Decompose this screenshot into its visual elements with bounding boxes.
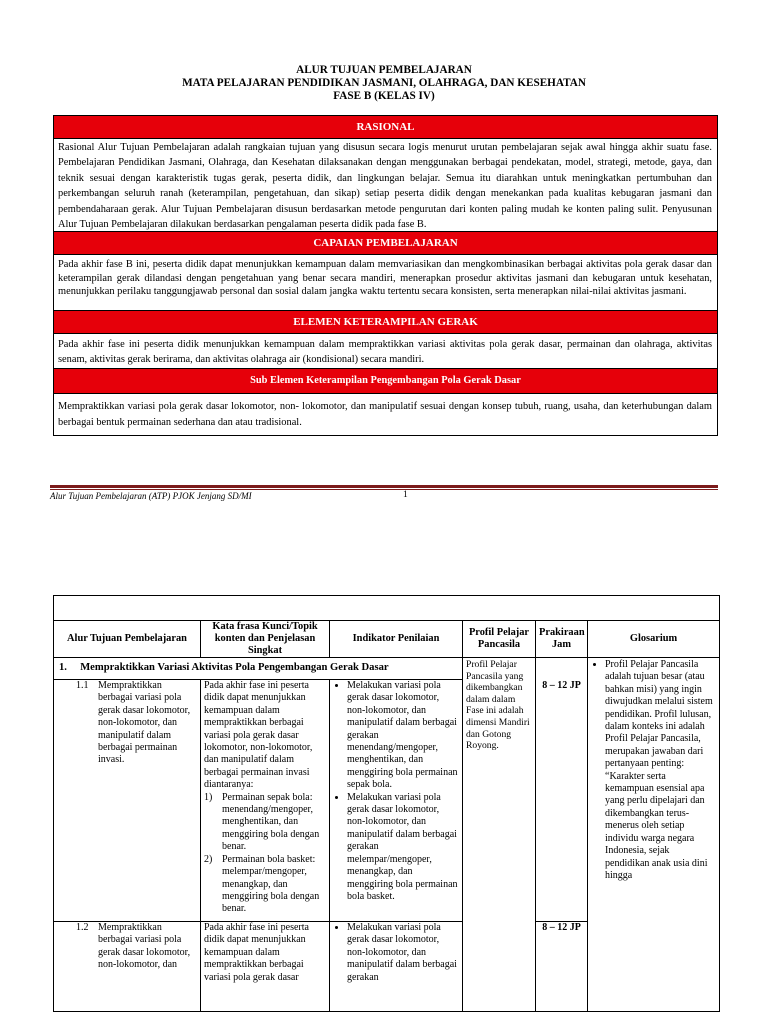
indikator-item: • Melakukan variasi pola gerak dasar lokomotor, non-lokomotor, dan manipulatif dalam berbagai gerakan bbox=[347, 922, 459, 984]
atp-table bbox=[53, 595, 720, 1012]
sub-elemen-text: Mempraktikkan variasi pola gerak dasar lokomotor, non- lokomotor, dan manipulatif sesuai dengan konsep tubuh, ruang, usaha, dan keterhubungan dalam berbagai bentuk permainan sederhana dan atau tradisional. bbox=[58, 401, 712, 428]
footer-rule-thin bbox=[50, 489, 718, 490]
capaian-text: Pada akhir fase B ini, peserta didik dapat menunjukkan kemampuan dalam memvariasikan dan mengkombinasikan berbagai aktivitas pola gerak dasar dan keterampilan gerak dilandasi dengan pengetahuan yang benar secara mandiri, menerapkan prosedur aktivitas jasmani dan kebugaran untuk kesehatan, menunjukkan perilaku tanggungjawab personal dan sosial dalam jangka waktu tertentu secara konsisten, serta menerapkan nilai-nilai aktivitas jasmani. bbox=[58, 259, 712, 298]
indikator-item: • Melakukan variasi pola gerak dasar lokomotor, non-lokomotor, dan manipulatif dalam berbagai gerakan melempar/mengoper, menangkap, dan menggiring bola permainan bola basket. bbox=[347, 792, 459, 904]
table-header-row bbox=[54, 621, 720, 658]
capaian-heading: CAPAIAN PEMBELAJARAN bbox=[53, 231, 718, 255]
header-kata-frasa: Kata frasa Kunci/Topik konten dan Penjelasan Singkat bbox=[201, 621, 330, 658]
page-number: 1 bbox=[403, 490, 408, 500]
elemen-heading: ELEMEN KETERAMPILAN GERAK bbox=[53, 310, 718, 334]
glosarium-cell bbox=[588, 658, 720, 1012]
jam-1-2: 8 – 12 JP bbox=[536, 922, 588, 1012]
kata-1-1-item: 1) Permainan sepak bola: menendang/mengoper, menghentikan, dan menggiring bola dengan benar. bbox=[204, 791, 320, 853]
atp-1-1-text: Mempraktikkan berbagai variasi pola gerak dasar lokomotor, non-lokomotor, dan manipulatif dalam berbagai permainan invasi. bbox=[98, 680, 191, 766]
atp-1-2-number: 1.2 bbox=[76, 922, 89, 933]
atp-1-2 bbox=[54, 922, 201, 1012]
rasional-text: Rasional Alur Tujuan Pembelajaran adalah rangkaian tujuan yang disusun secara logis menurut urutan pembelajaran sejak awal hingga akhir suatu fase. Pembelajaran Pendidikan Jasmani, Olahraga, dan Kesehatan dilaksanakan dengan menggunakan berbagai pendekatan, model, strategi, metode, gaya, dan teknik sesuai dengan karakteristik tugas gerak, peserta didik, dan lingkungan belajar. Semua itu diarahkan untuk meningkatkan pertumbuhan dan perkembangan seluruh ranah (keterampilan, pengetahuan, dan sikap) setiap peserta didik dengan menekankan pada kualitas kebugaran jasmani dan pembendaharaan gerak. Alur Tujuan Pembelajaran disusun berdasarkan metode pengurutan dari konten paling mudah ke konten paling sulit. Penyusunan Alur Tujuan Pembelajaran dilakukan berdasarkan pengalaman peserta didik pada fase B. bbox=[58, 142, 712, 231]
rasional-heading: RASIONAL bbox=[53, 115, 718, 139]
section-title: 1. Mempraktikkan Variasi Aktivitas Pola Pengembangan Gerak Dasar bbox=[54, 658, 463, 680]
kata-1-1-intro: Pada akhir fase ini peserta didik dapat menunjukkan kemampuan dalam mempraktikkan berbagai variasi pola gerak dasar lokomotor, non-lokomotor, dan manipulatif dalam berbagai permainan invasi diantaranya: bbox=[204, 680, 313, 791]
header-atp: Alur Tujuan Pembelajaran bbox=[54, 621, 201, 658]
kata-1-1 bbox=[201, 680, 330, 922]
kata-1-1-item: 2) Permainan bola basket: melempar/mengoper, menangkap, dan menggiring bola dengan benar. bbox=[204, 853, 320, 915]
header-jam: Prakiraan Jam bbox=[536, 621, 588, 658]
indikator-item: • Melakukan variasi pola gerak dasar lokomotor, non-lokomotor, dan manipulatif dalam berbagai gerakan menendang/mengoper, menghentikan, dan menggiring bola permainan sepak bola. bbox=[347, 680, 459, 792]
header-profil: Profil Pelajar Pancasila bbox=[463, 621, 536, 658]
footer-rule bbox=[50, 485, 718, 488]
jam-1-1: 8 – 12 JP bbox=[536, 680, 588, 922]
title-line-2: MATA PELAJARAN PENDIDIKAN JASMANI, OLAHRAGA, DAN KESEHATAN bbox=[182, 77, 586, 89]
section-row bbox=[54, 658, 720, 680]
footer-text: Alur Tujuan Pembelajaran (ATP) PJOK Jenjang SD/MI bbox=[50, 491, 252, 501]
indikator-1-1 bbox=[330, 680, 463, 922]
table-top-row bbox=[54, 596, 720, 621]
title-line-1: ALUR TUJUAN PEMBELAJARAN bbox=[296, 64, 472, 76]
document-title bbox=[0, 64, 768, 103]
atp-1-1-number: 1.1 bbox=[76, 680, 89, 691]
header-indikator: Indikator Penilaian bbox=[330, 621, 463, 658]
glosarium-item: • Profil Pelajar Pancasila adalah tujuan besar (atau bahkan misi) yang ingin diwujudkan melalui sistem pendidikan. Profil lulusan, dalam konteks ini adalah Profil Pelajar Pancasila, merupakan jawaban dari pertanyaan penting: “Karakter serta kemampuan esensial apa yang perlu dipelajari dan dikembangkan terus-menerus oleh setiap individu warga negara Indonesia, sejak pendidikan anak usia dini hingga bbox=[605, 659, 716, 882]
sub-elemen-heading: Sub Elemen Keterampilan Pengembangan Pola Gerak Dasar bbox=[53, 368, 718, 394]
elemen-text: Pada akhir fase ini peserta didik menunjukkan kemampuan dalam mempraktikkan variasi aktivitas pola gerak dasar, permainan dan olahraga, aktivitas senam, aktivitas gerak berirama, dan aktivitas olahraga air (kondisional) secara mandiri. bbox=[58, 339, 712, 365]
title-line-3: FASE B (KELAS IV) bbox=[333, 90, 435, 102]
atp-1-2-text: Mempraktikkan berbagai variasi pola gerak dasar lokomotor, non-lokomotor, dan bbox=[98, 922, 191, 971]
atp-1-1 bbox=[54, 680, 201, 922]
indikator-1-2 bbox=[330, 922, 463, 1012]
header-glosarium: Glosarium bbox=[588, 621, 720, 658]
kata-1-2: Pada akhir fase ini peserta didik dapat menunjukkan kemampuan dalam mempraktikkan berbagai variasi pola gerak dasar bbox=[201, 922, 330, 1012]
profil-cell: Profil Pelajar Pancasila yang dikembangkan dalam dalam Fase ini adalah dimensi Mandiri dan Gotong Royong. bbox=[463, 658, 536, 1012]
